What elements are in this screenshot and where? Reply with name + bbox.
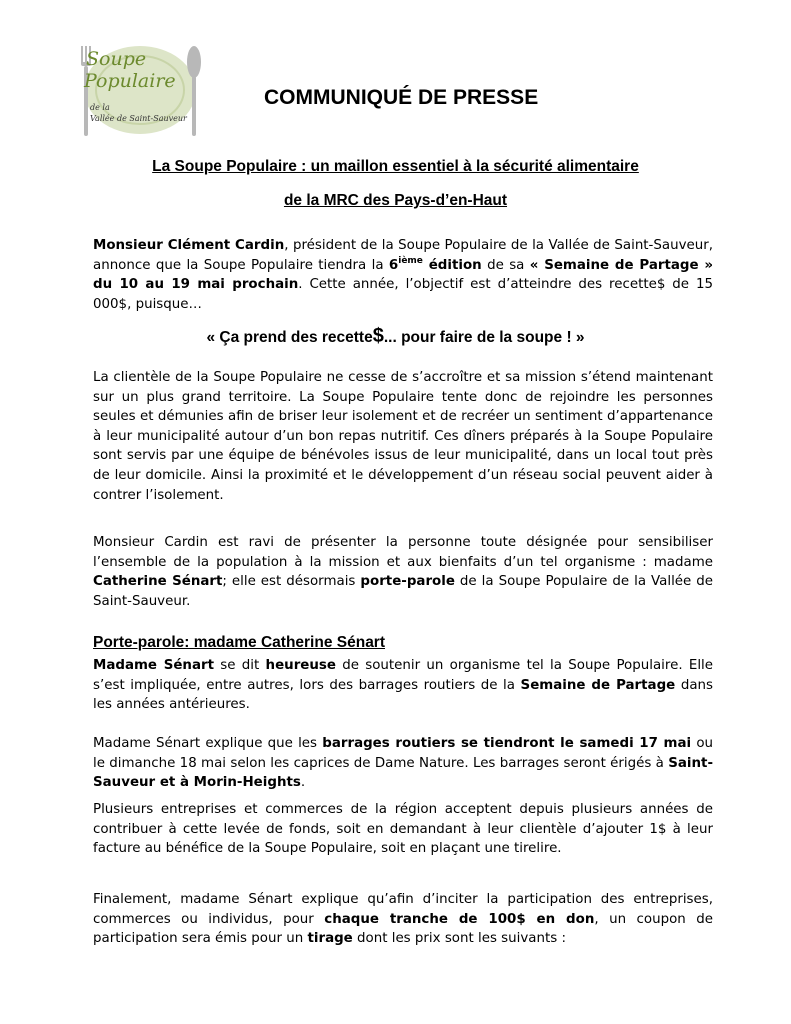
para4-text-3: dans les années antérieures. [93,677,713,713]
spokesperson-role: porte-parole [360,574,455,590]
para3-text-1: Monsieur Cardin est ravi de présenter la personne toute désignée pour sensibiliser l’ensemble de la population à la mission et aux bienfaits d’un tel organisme : madame [93,535,713,570]
roadblocks-paragraph [93,734,713,793]
spokesperson-paragraph [93,656,713,715]
businesses-paragraph: Plusieurs entreprises et commerces de la région acceptent depuis plusieurs années de contribuer à cette levée de fonds, soit en demandant à leur clientèle d’ajouter 1$ à leur facture au bénéfice de la Soupe Populaire, soit en plaçant une tirelire. [93,802,713,857]
slogan-end: ... pour faire de la soupe ! » [383,329,585,346]
edition-superscript: ième [398,255,423,266]
intro-text-1: , président de la Soupe Populaire de la Vallée de Saint-Sauveur, annonce que la Soupe Populaire tiendra la [93,238,713,273]
intro-paragraph [93,236,713,314]
intro-text-2: de sa [481,257,530,273]
intro-text-3: . Cette année, l’objectif est d’atteindre des recette$ de 15 000$, puisque… [93,277,713,312]
logo-text-vallee [90,102,187,124]
para5-text-3: . [300,775,306,791]
donation-tranche: chaque tranche de 100$ en don [324,911,595,927]
para4-text-1: se dit [214,658,266,673]
spokesperson-name: Catherine Sénart [93,574,223,590]
edition [388,255,482,273]
section-title-spokesperson: Porte-parole: madame Catherine Sénart [93,634,386,651]
para7-text-2: , un coupon de participation sera émis pour un [93,911,713,947]
president-name: Monsieur Clément Cardin [93,238,285,253]
para3-text-3: de la Soupe Populaire de la Vallée de Saint-Sauveur. [93,574,714,609]
roadblock-dates: barrages routiers se tiendront le samedi 17 mai [322,736,692,751]
spokesperson-intro-paragraph [93,533,713,611]
para4-bold-1: Madame Sénart [93,658,215,673]
edition-number: 6 [388,257,399,273]
logo-text-soupe: Soupe [86,48,147,70]
page-title: COMMUNIQUÉ DE PRESSE [264,86,539,109]
logo-text-de-la: de la [90,103,110,112]
headline-line-1: La Soupe Populaire : un maillon essentiel à la sécurité alimentaire [152,158,639,175]
roadblock-locations: Saint-Sauveur et à Morin-Heights [93,755,713,791]
para4-text-2: de soutenir un organisme tel la Soupe Populaire. Elle s’est impliquée, entre autres, lors des barrages routiers de la [93,658,713,693]
logo-text-populaire: Populaire [84,70,176,92]
para5-text-1: Madame Sénart explique que les [93,736,323,751]
para5-text-2: ou le dimanche 18 mai selon les caprices de Dame Nature. Les barrages seront érigés à [93,736,713,771]
para3-text-2: ; elle est désormais [222,574,361,590]
edition-word: édition [422,257,482,273]
event-name-dates: « Semaine de Partage » du 10 au 19 mai prochain [93,257,713,293]
draw-word: tirage [307,931,353,947]
slogan-dollar: $ [372,325,384,347]
mission-paragraph: La clientèle de la Soupe Populaire ne cesse de s’accroître et sa mission s’étend maintenant sur un plus grand territoire. La Soupe Populaire tente donc de rejoindre les personnes seules et démunies afin de briser leur isolement et de recréer un sentiment d’appartenance à leur municipalité autour d’un bon repas nutritif. Ces dîners préparés à la Soupe Populaire sont servis par une équipe de bénévoles issus de leur municipalité, dans un local tout près de leur domicile. Ainsi la proximité et le développement d’un réseau social peuvent aider à contrer l’isolement. [93,370,713,503]
headline-line-2: de la MRC des Pays-d’en-Haut [283,192,508,209]
para7-text-1: Finalement, madame Sénart explique qu’afin d’inciter la participation des entreprises, commerces ou individus, pour [93,892,713,927]
logo [76,40,204,140]
para7-text-3: dont les prix sont les suivants : [352,931,566,947]
para4-bold-3: Semaine de Partage [520,677,676,693]
para4-bold-2: heureuse [265,658,336,673]
logo-text-saint-sauveur: Vallée de Saint-Sauveur [90,114,187,123]
slogan-start: « Ça prend des recette [206,329,373,346]
draw-paragraph [93,890,713,949]
slogan [0,325,791,348]
